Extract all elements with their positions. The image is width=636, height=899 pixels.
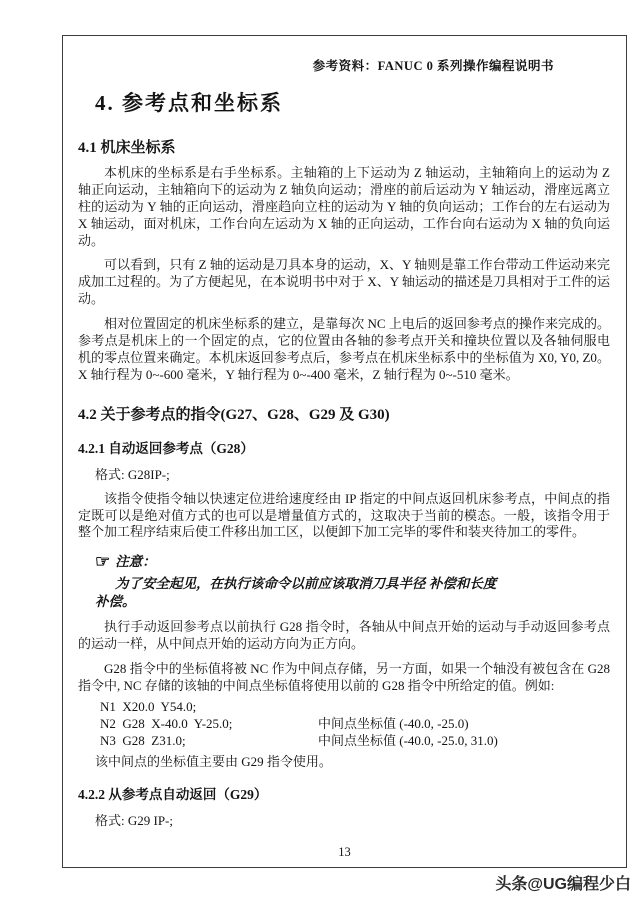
section-heading-4-1: 4.1 机床坐标系 — [78, 140, 176, 156]
section-heading-4-2: 4.2 关于参考点的指令(G27、G28、G29 及 G30) — [78, 406, 390, 423]
paragraph: 相对位置固定的机床坐标系的建立，是靠每次 NC 上电后的返回参考点的操作来完成的。参考点是机床上的一个固定的点，它的位置由各轴的参考点开关和撞块位置以及各轴伺服电机的零点位置来确定。本机床返回参考点后，参考点在机床坐标系中的坐标值为 X0, Y0, Z0。X 轴行程为 0~-600 毫米，Y 轴行程为 0~-400 毫米，Z 轴行程为 0~-510 毫米。 — [78, 316, 610, 382]
code-block — [100, 698, 610, 749]
note-text: 为了安全起见，在执行该命令以前应该取消刀具半径 补偿和长度补偿。 — [95, 576, 497, 610]
code-line — [100, 732, 610, 749]
note-label: 注意： — [115, 554, 156, 570]
subsection-heading-4-2-2: 4.2.2 从参考点自动返回（G29） — [78, 787, 268, 803]
format-line-g28: 格式: G28IP-; — [95, 466, 170, 482]
chapter-title: 4. 参考点和坐标系 — [95, 91, 283, 115]
pointing-hand-icon: ☞ — [95, 552, 111, 572]
subsection-heading-4-2-1: 4.2.1 自动返回参考点（G28） — [78, 440, 254, 456]
code-comment: 中间点坐标值 (-40.0, -25.0, 31.0) — [318, 732, 498, 748]
paragraph: 可以看到，只有 Z 轴的运动是刀具本身的运动，X、Y 轴则是靠工作台带动工件运动来完成加工过程的。为了方便起见，在本说明书中对于 X、Y 轴运动的描述是刀具相对于工件的运动。 — [78, 257, 610, 307]
code-line — [100, 715, 610, 732]
paragraph: 本机床的坐标系是右手坐标系。主轴箱的上下运动为 Z 轴运动，主轴箱向上的运动为 Z 轴正向运动，主轴箱向下的运动为 Z 轴负向运动；滑座的前后运动为 Y 轴运动，滑座远离立柱的运动为 Y 轴的正向运动，滑座趋向立柱的运动为 Y 轴的负向运动；工作台的左右运动为 X 轴运动，面对机床，工作台向左运动为 X 轴的正向运动，工作台向右运动为 X 轴的负向运动。 — [78, 165, 610, 248]
format-line-g29: 格式: G29 IP-; — [95, 813, 174, 829]
code-comment: 中间点坐标值 (-40.0, -25.0) — [318, 715, 469, 731]
note-heading — [95, 550, 610, 572]
paragraph: 该中间点的坐标值主要由 G29 指令使用。 — [95, 754, 332, 770]
code-line — [100, 698, 610, 715]
paragraph: 执行手动返回参考点以前执行 G28 指令时，各轴从中间点开始的运动与手动返回参考点的运动一样，从中间点开始的运动方向为正方向。 — [78, 618, 610, 651]
page-number: 13 — [338, 845, 351, 859]
code-text: N3 G28 Z31.0; — [100, 732, 186, 748]
watermark: 头条@UG编程少白 — [495, 876, 631, 893]
code-text: N1 X20.0 Y54.0; — [100, 698, 197, 714]
paragraph: G28 指令中的坐标值将被 NC 作为中间点存储，另一方面，如果一个轴没有被包含在 G28 指令中, NC 存储的该轴的中间点坐标值将使用以前的 G28 指令中所给定的值。例如: — [78, 660, 610, 693]
document-header: 参考资料：FANUC 0 系列操作编程说明书 — [312, 59, 554, 73]
document-page — [62, 35, 627, 868]
paragraph: 该指令使指令轴以快速定位进给速度经由 IP 指定的中间点返回机床参考点，中间点的指定既可以是绝对值方式的也可以是增量值方式的，这取决于当前的模态。一般，该指令用于整个加工程序结束后使工件移出加工区，以便卸下加工完毕的零件和装夹待加工的零件。 — [78, 490, 610, 540]
code-text: N2 G28 X-40.0 Y-25.0; — [100, 715, 233, 731]
